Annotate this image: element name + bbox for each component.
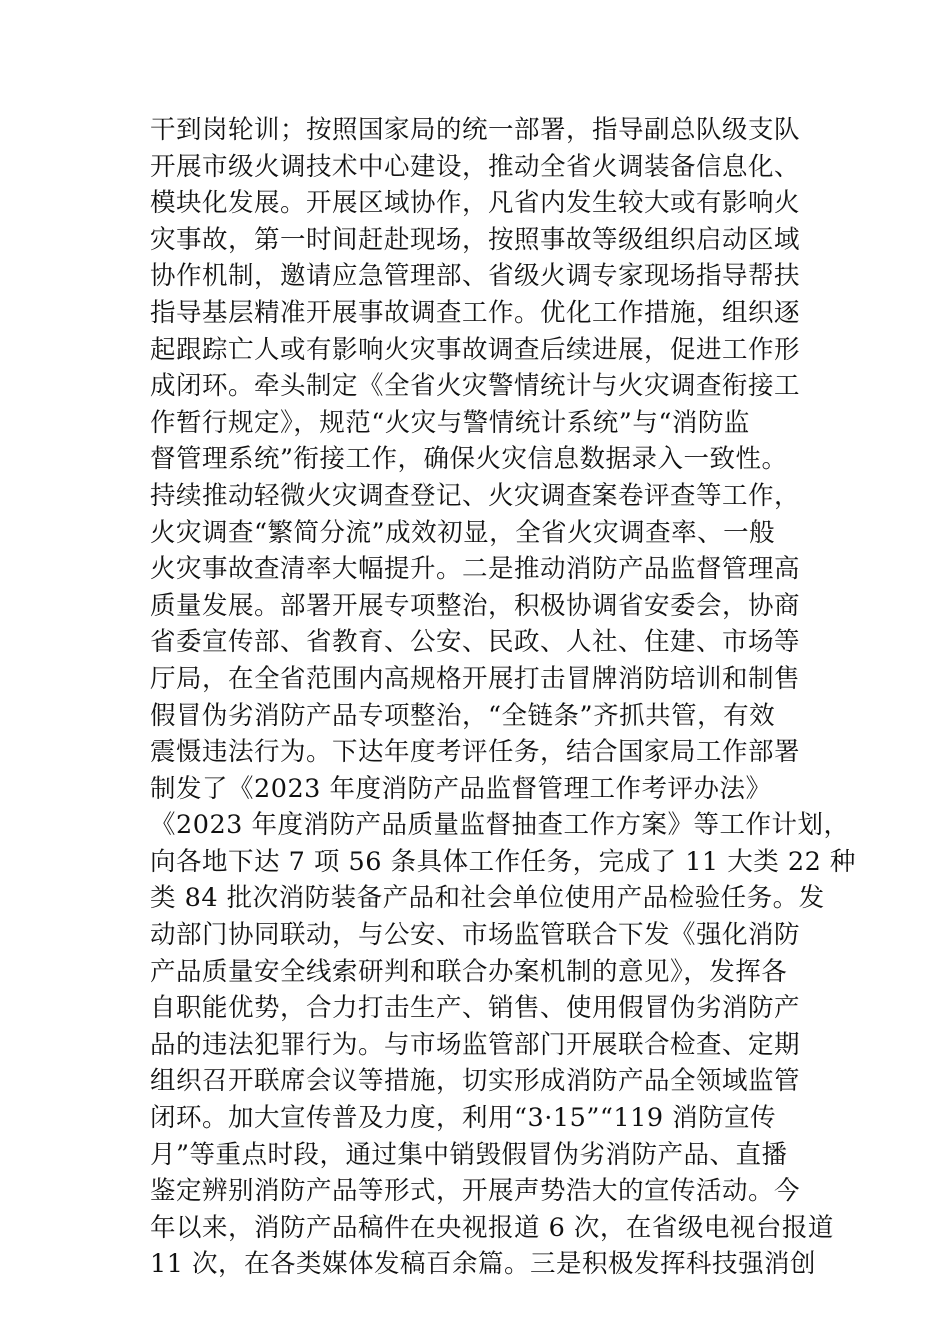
text-line: 作暂行规定》，规范“火灾与警情统计系统”与“消防监 [150, 407, 750, 438]
text-line: 火灾调查“繁简分流”成效初显，全省火灾调查率、一般 [150, 517, 776, 548]
body-text [150, 112, 856, 1283]
text-line: 省委宣传部、省教育、公安、民政、人社、住建、市场等 [150, 627, 801, 658]
text-line: 动部门协同联动，与公安、市场监管联合下发《强化消防 [150, 920, 801, 951]
text-line: 成闭环。牵头制定《全省火灾警情统计与火灾调查衔接工 [150, 371, 801, 402]
text-line: 厅局，在全省范围内高规格开展打击冒牌消防培训和制售 [150, 663, 801, 694]
text-line: 火灾事故查清率大幅提升。二是推动消防产品监督管理高 [150, 554, 801, 585]
text-line: 模块化发展。开展区域协作，凡省内发生较大或有影响火 [150, 188, 801, 219]
text-line: 灾事故，第一时间赶赴现场，按照事故等级组织启动区域 [150, 224, 801, 255]
text-line: 质量发展。部署开展专项整治，积极协调省安委会，协商 [150, 590, 801, 621]
text-line: 起跟踪亡人或有影响火灾事故调查后续进展，促进工作形 [150, 334, 801, 365]
text-line: 组织召开联席会议等措施，切实形成消防产品全领域监管 [150, 1066, 801, 1097]
text-line: 品的违法犯罪行为。与市场监管部门开展联合检查、定期 [150, 1029, 801, 1060]
text-line: 制发了《2023 年度消防产品监督管理工作考评办法》 [150, 773, 772, 804]
text-line: 《2023 年度消防产品质量监督抽查工作方案》等工作计划， [150, 810, 850, 841]
text-line: 震慑违法行为。下达年度考评任务，结合国家局工作部署 [150, 737, 801, 768]
text-line: 自职能优势，合力打击生产、销售、使用假冒伪劣消防产 [150, 993, 801, 1024]
text-line: 年以来，消防产品稿件在央视报道 6 次，在省级电视台报道 [150, 1212, 834, 1243]
text-line: 指导基层精准开展事故调查工作。优化工作措施，组织逐 [150, 297, 801, 328]
text-line: 鉴定辨别消防产品等形式，开展声势浩大的宣传活动。今 [150, 1176, 801, 1207]
text-line: 假冒伪劣消防产品专项整治，“全链条”齐抓共管，有效 [150, 700, 776, 731]
text-line: 向各地下达 7 项 56 条具体工作任务，完成了 11 大类 22 种 [150, 846, 856, 877]
text-line: 月”等重点时段，通过集中销毁假冒伪劣消防产品、直播 [150, 1139, 788, 1170]
text-line: 闭环。加大宣传普及力度，利用“3·15”“119 消防宣传 [150, 1103, 777, 1134]
text-line: 类 84 批次消防装备产品和社会单位使用产品检验任务。发 [150, 883, 825, 914]
text-line: 持续推动轻微火灾调查登记、火灾调查案卷评查等工作， [150, 480, 801, 511]
text-line: 产品质量安全线索研判和联合办案机制的意见》，发挥各 [150, 956, 788, 987]
text-line: 督管理系统”衔接工作，确保火灾信息数据录入一致性。 [150, 444, 788, 475]
text-line: 开展市级火调技术中心建设，推动全省火调装备信息化、 [150, 151, 801, 182]
text-line: 11 次，在各类媒体发稿百余篇。三是积极发挥科技强消创 [150, 1249, 817, 1280]
text-line: 干到岗轮训；按照国家局的统一部署，指导副总队级支队 [150, 115, 801, 145]
text-line: 协作机制，邀请应急管理部、省级火调专家现场指导帮扶 [150, 261, 801, 292]
